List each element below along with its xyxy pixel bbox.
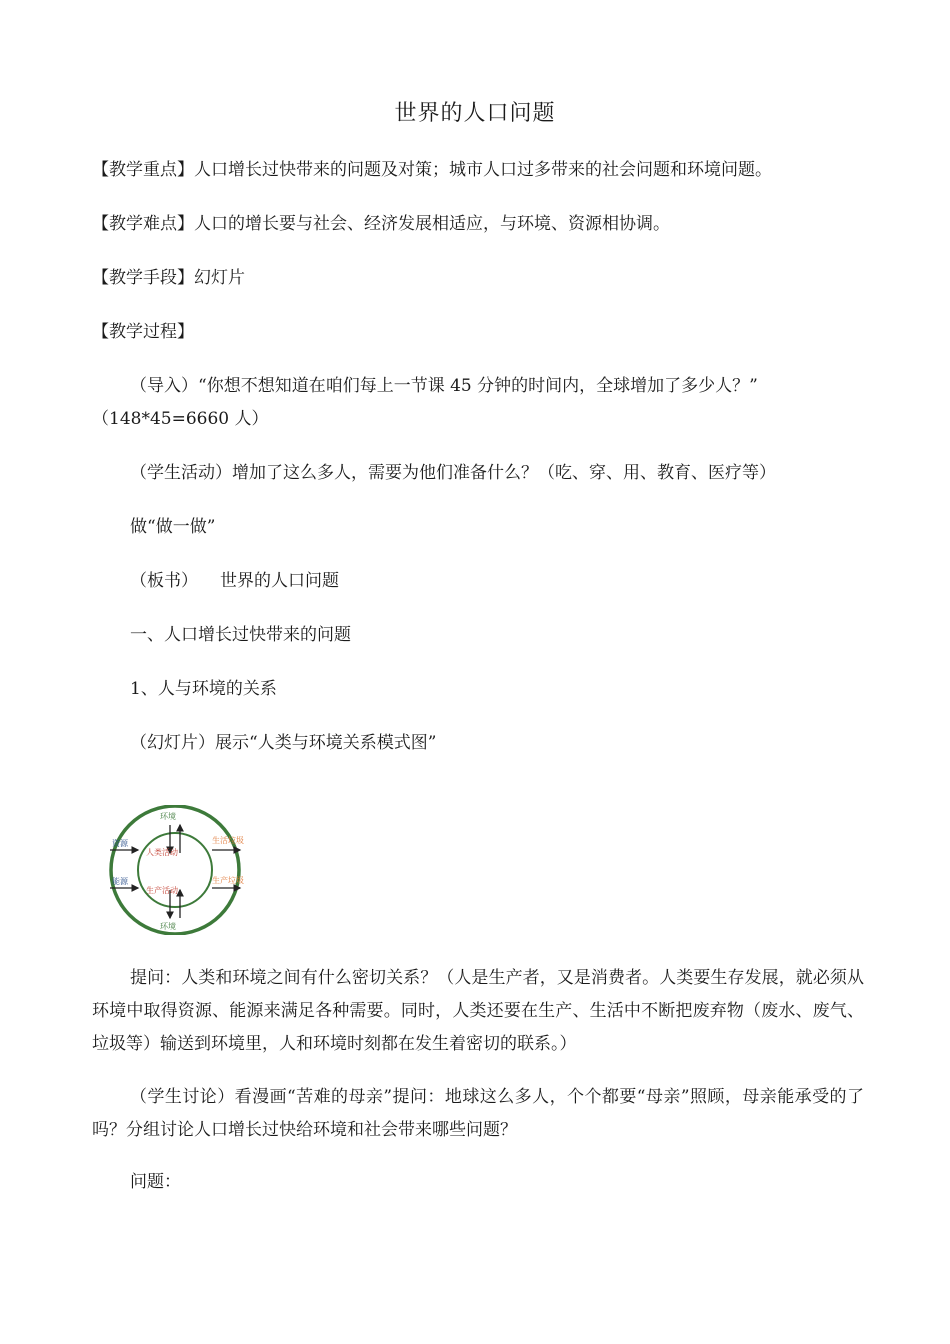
student-activity: （学生活动）增加了这么多人，需要为他们准备什么？（吃、穿、用、教育、医疗等） bbox=[130, 463, 776, 483]
energy-label: 能源 bbox=[112, 877, 128, 886]
key-points: 【教学重点】人口增长过快带来的问题及对策；城市人口过多带来的社会问题和环境问题。 bbox=[92, 160, 772, 180]
intro-line-2: （148*45=6660 人） bbox=[92, 409, 269, 429]
subsection-heading-1: 1、人与环境的关系 bbox=[130, 679, 277, 699]
env-top-label: 环境 bbox=[160, 812, 176, 821]
discussion-paragraph: （学生讨论）看漫画“苦难的母亲”提问：地球这么多人，个个都要“母亲”照顾，母亲能承受的了吗？分组讨论人口增长过快给环境和社会带来哪些问题？ bbox=[92, 1087, 864, 1140]
env-bottom-label: 环境 bbox=[160, 922, 176, 931]
document-title: 世界的人口问题 bbox=[394, 101, 556, 126]
board-title: 世界的人口问题 bbox=[220, 571, 339, 591]
life-waste-label: 生活垃圾 bbox=[212, 836, 244, 845]
problems-label: 问题： bbox=[130, 1172, 181, 1192]
resource-label: 资源 bbox=[112, 839, 128, 848]
outer-ring bbox=[111, 806, 239, 934]
human-environment-diagram bbox=[100, 805, 250, 935]
human-activity-label: 人类活动 bbox=[146, 848, 178, 857]
production-activity-label: 生产活动 bbox=[146, 886, 178, 895]
process-heading: 【教学过程】 bbox=[92, 322, 194, 342]
difficulties: 【教学难点】人口的增长要与社会、经济发展相适应，与环境、资源相协调。 bbox=[92, 214, 670, 234]
slide-show-line: （幻灯片）展示“人类与环境关系模式图” bbox=[130, 733, 437, 753]
question-paragraph: 提问：人类和环境之间有什么密切关系？（人是生产者，又是消费者。人类要生存发展，就必须从环境中取得资源、能源来满足各种需要。同时，人类还要在生产、生活中不断把废弃物（废水、废气、垃圾等）输送到环境里，人和环境时刻都在发生着密切的联系。） bbox=[92, 968, 864, 1054]
intro-line-1: （导入）“你想不想知道在咱们每上一节课 45 分钟的时间内，全球增加了多少人？” bbox=[130, 376, 758, 396]
board-writing bbox=[130, 565, 910, 597]
inner-ring bbox=[138, 833, 212, 907]
teaching-means: 【教学手段】幻灯片 bbox=[92, 268, 245, 288]
do-it: 做“做一做” bbox=[130, 517, 216, 537]
board-label: （板书） bbox=[130, 571, 198, 591]
production-waste-label: 生产垃圾 bbox=[212, 876, 244, 885]
section-heading-1: 一、人口增长过快带来的问题 bbox=[130, 625, 351, 645]
